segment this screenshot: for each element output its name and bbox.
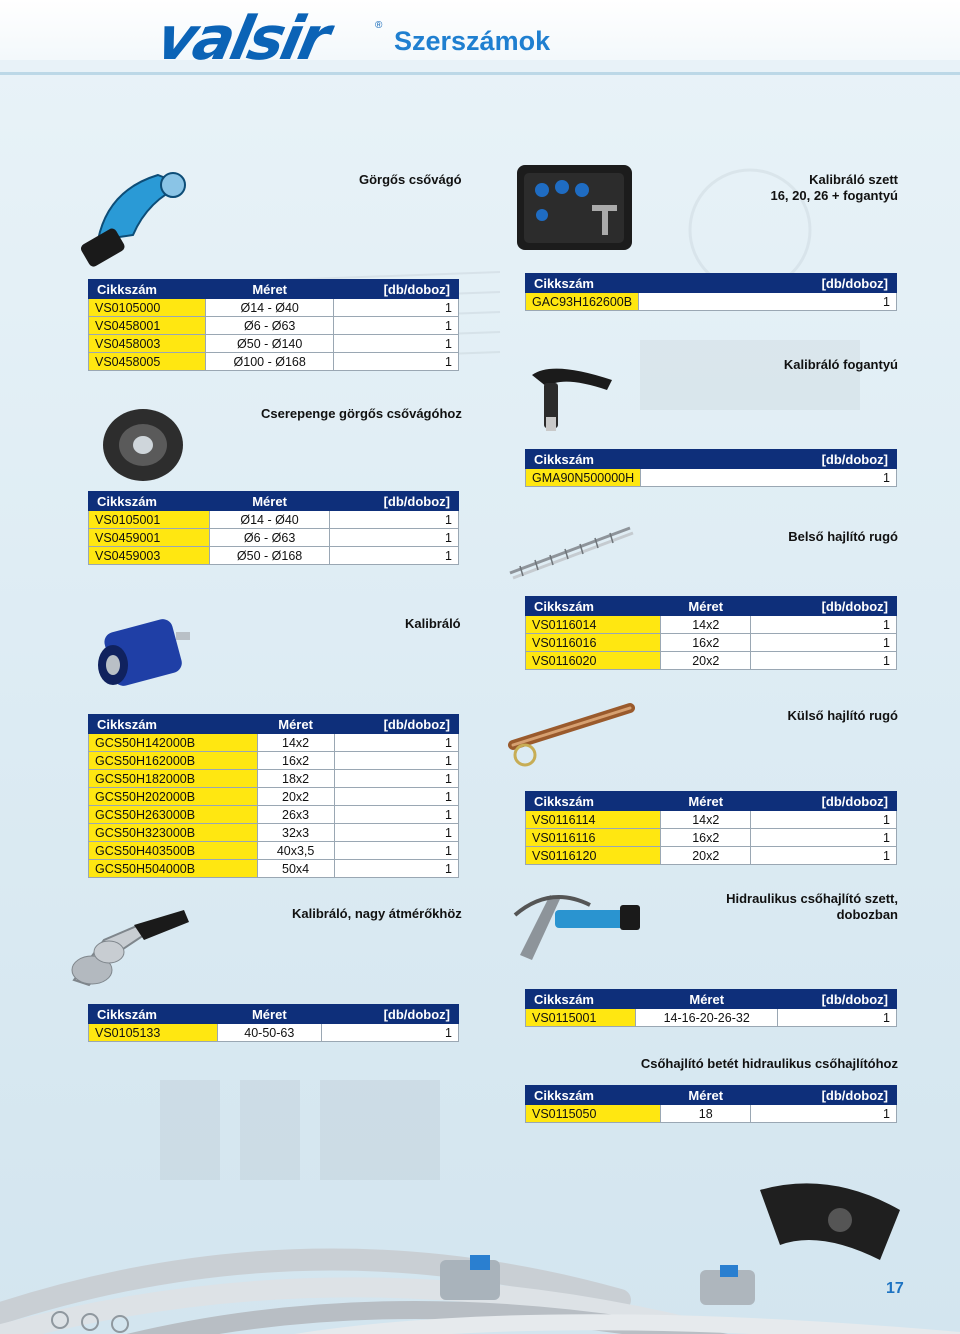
table-row <box>89 1024 459 1042</box>
table-pipe-cutter <box>88 279 459 371</box>
product-title-bender-insert: Csőhajlító betét hidraulikus csőhajlítóhoz <box>640 1056 898 1071</box>
cell-size: 16x2 <box>661 829 751 847</box>
product-title-replacement-blade: Cserepenge görgős csővágóhoz <box>261 406 462 421</box>
cell-size: 32x3 <box>257 824 334 842</box>
col-header-size: Méret <box>661 597 751 616</box>
section-title: Szerszámok <box>394 26 551 56</box>
cell-code: GCS50H263000B <box>89 806 258 824</box>
table-replacement-blade <box>88 491 459 565</box>
product-title-calibrator-handle: Kalibráló fogantyú <box>783 357 898 372</box>
cell-qty: 1 <box>751 829 897 847</box>
col-header-size: Méret <box>661 1086 751 1105</box>
cell-code: VS0116016 <box>526 634 661 652</box>
valsir-logo: valsir <box>150 4 334 74</box>
table-row <box>89 734 459 752</box>
cell-size: Ø6 - Ø63 <box>209 529 330 547</box>
table-row <box>89 511 459 529</box>
col-header-qty: [db/doboz] <box>751 1086 897 1105</box>
product-title-pipe-cutter: Görgős csővágó <box>359 172 462 187</box>
cell-code: VS0115001 <box>526 1009 636 1027</box>
col-header-size: Méret <box>206 280 334 299</box>
cell-size: 26x3 <box>257 806 334 824</box>
cell-size: 16x2 <box>257 752 334 770</box>
col-header-code: Cikkszám <box>526 274 639 293</box>
cell-size: 14x2 <box>257 734 334 752</box>
cell-qty: 1 <box>751 811 897 829</box>
cell-qty: 1 <box>334 752 458 770</box>
header-divider <box>0 72 960 75</box>
col-header-size: Méret <box>257 715 334 734</box>
title-line: 16, 20, 26 + fogantyú <box>770 188 898 203</box>
table-calibrator-handle <box>525 449 897 487</box>
cell-qty: 1 <box>334 806 458 824</box>
cell-qty: 1 <box>639 293 897 311</box>
col-header-qty: [db/doboz] <box>334 715 458 734</box>
cell-code: GAC93H162600B <box>526 293 639 311</box>
table-calibrator-set <box>525 273 897 311</box>
cell-qty: 1 <box>751 847 897 865</box>
cell-qty: 1 <box>334 335 459 353</box>
title-line: Hidraulikus csőhajlító szett, <box>726 891 898 906</box>
cell-size: 18x2 <box>257 770 334 788</box>
col-header-qty: [db/doboz] <box>334 280 459 299</box>
table-row <box>89 788 459 806</box>
table-row <box>526 1009 897 1027</box>
cell-qty: 1 <box>334 299 459 317</box>
calibrator-illustration <box>88 610 198 690</box>
cell-qty: 1 <box>334 824 458 842</box>
cell-size: Ø6 - Ø63 <box>206 317 334 335</box>
cell-size: Ø50 - Ø168 <box>209 547 330 565</box>
cell-qty: 1 <box>751 652 897 670</box>
pipe-cutter-illustration <box>78 160 198 270</box>
table-row <box>89 299 459 317</box>
cell-code: VS0116114 <box>526 811 661 829</box>
cell-code: VS0116014 <box>526 616 661 634</box>
cell-size: 20x2 <box>661 847 751 865</box>
cell-size: 18 <box>661 1105 751 1123</box>
table-row <box>526 829 897 847</box>
cell-code: VS0116120 <box>526 847 661 865</box>
col-header-size: Méret <box>209 492 330 511</box>
pipes-and-fittings-photo <box>0 1150 960 1334</box>
col-header-qty: [db/doboz] <box>639 274 897 293</box>
col-header-code: Cikkszám <box>526 597 661 616</box>
table-row <box>89 335 459 353</box>
cell-code: VS0105000 <box>89 299 206 317</box>
cell-qty: 1 <box>334 860 458 878</box>
col-header-size: Méret <box>636 990 778 1009</box>
cell-code: VS0105133 <box>89 1024 218 1042</box>
cell-code: VS0459001 <box>89 529 210 547</box>
col-header-size: Méret <box>661 792 751 811</box>
table-row <box>89 317 459 335</box>
col-header-code: Cikkszám <box>89 280 206 299</box>
table-row <box>526 634 897 652</box>
cell-size: Ø50 - Ø140 <box>206 335 334 353</box>
table-row <box>89 752 459 770</box>
table-large-calibrator <box>88 1004 459 1042</box>
table-row <box>526 469 897 487</box>
cell-code: GMA90N500000H <box>526 469 641 487</box>
product-title-calibrator: Kalibráló <box>405 616 461 631</box>
cell-size: 20x2 <box>661 652 751 670</box>
cell-size: Ø14 - Ø40 <box>206 299 334 317</box>
col-header-code: Cikkszám <box>526 450 641 469</box>
table-row <box>89 824 459 842</box>
col-header-code: Cikkszám <box>89 1005 218 1024</box>
title-line: Kalibráló szett <box>809 172 898 187</box>
cell-qty: 1 <box>330 529 459 547</box>
table-row <box>89 860 459 878</box>
table-row <box>526 811 897 829</box>
cell-size: 14x2 <box>661 811 751 829</box>
cell-qty: 1 <box>334 788 458 806</box>
cell-qty: 1 <box>751 616 897 634</box>
cell-code: VS0458003 <box>89 335 206 353</box>
cell-size: 40x3,5 <box>257 842 334 860</box>
table-internal-spring <box>525 596 897 670</box>
table-row <box>89 770 459 788</box>
cell-code: VS0105001 <box>89 511 210 529</box>
cell-code: VS0458005 <box>89 353 206 371</box>
cell-qty: 1 <box>334 734 458 752</box>
cell-qty: 1 <box>334 770 458 788</box>
cell-qty: 1 <box>751 634 897 652</box>
cell-qty: 1 <box>751 1105 897 1123</box>
cell-qty: 1 <box>330 511 459 529</box>
table-row <box>89 547 459 565</box>
external-bending-spring-illustration <box>505 700 635 775</box>
registered-mark: ® <box>375 20 383 31</box>
cutter-wheel-illustration <box>98 400 188 485</box>
cell-code: GCS50H162000B <box>89 752 258 770</box>
table-row <box>526 616 897 634</box>
internal-bending-spring-illustration <box>505 518 635 583</box>
cell-qty: 1 <box>334 353 459 371</box>
col-header-size: Méret <box>217 1005 321 1024</box>
product-title-hydraulic-bender <box>700 891 898 923</box>
cell-size: 50x4 <box>257 860 334 878</box>
col-header-qty: [db/doboz] <box>641 450 897 469</box>
table-row <box>526 293 897 311</box>
cell-qty: 1 <box>777 1009 896 1027</box>
table-calibrator <box>88 714 459 878</box>
table-row <box>526 1105 897 1123</box>
cell-code: VS0115050 <box>526 1105 661 1123</box>
cell-code: GCS50H323000B <box>89 824 258 842</box>
cell-code: GCS50H182000B <box>89 770 258 788</box>
cell-qty: 1 <box>330 547 459 565</box>
cell-code: GCS50H504000B <box>89 860 258 878</box>
cell-code: VS0116020 <box>526 652 661 670</box>
hydraulic-pipe-bender-illustration <box>510 885 645 970</box>
calibrator-handle-illustration <box>522 355 622 435</box>
cell-size: 20x2 <box>257 788 334 806</box>
cell-qty: 1 <box>334 317 459 335</box>
table-row <box>89 806 459 824</box>
cell-qty: 1 <box>334 842 458 860</box>
col-header-code: Cikkszám <box>89 715 258 734</box>
table-bender-insert <box>525 1085 897 1123</box>
table-row <box>89 842 459 860</box>
product-title-large-calibrator: Kalibráló, nagy átmérőkhöz <box>292 906 462 921</box>
table-hydraulic-bender <box>525 989 897 1027</box>
page-number: 17 <box>886 1280 904 1297</box>
table-row <box>526 847 897 865</box>
product-title-internal-spring: Belső hajlító rugó <box>788 529 898 544</box>
col-header-code: Cikkszám <box>526 990 636 1009</box>
cell-size: Ø100 - Ø168 <box>206 353 334 371</box>
cell-size: Ø14 - Ø40 <box>209 511 330 529</box>
col-header-code: Cikkszám <box>526 1086 661 1105</box>
cell-size: 14x2 <box>661 616 751 634</box>
col-header-qty: [db/doboz] <box>777 990 896 1009</box>
cell-qty: 1 <box>641 469 897 487</box>
col-header-qty: [db/doboz] <box>330 492 459 511</box>
col-header-qty: [db/doboz] <box>751 597 897 616</box>
col-header-code: Cikkszám <box>526 792 661 811</box>
large-calibrator-illustration <box>64 900 194 995</box>
product-title-calibrator-set <box>700 172 898 204</box>
cell-qty: 1 <box>321 1024 458 1042</box>
table-row <box>89 353 459 371</box>
cell-code: GCS50H202000B <box>89 788 258 806</box>
cell-size: 14-16-20-26-32 <box>636 1009 778 1027</box>
cell-size: 16x2 <box>661 634 751 652</box>
col-header-qty: [db/doboz] <box>751 792 897 811</box>
table-row <box>89 529 459 547</box>
col-header-qty: [db/doboz] <box>321 1005 458 1024</box>
cell-code: GCS50H142000B <box>89 734 258 752</box>
cell-size: 40-50-63 <box>217 1024 321 1042</box>
cell-code: GCS50H403500B <box>89 842 258 860</box>
table-row <box>526 652 897 670</box>
cell-code: VS0116116 <box>526 829 661 847</box>
col-header-code: Cikkszám <box>89 492 210 511</box>
title-line: dobozban <box>836 907 898 922</box>
table-external-spring <box>525 791 897 865</box>
product-title-external-spring: Külső hajlító rugó <box>787 708 898 723</box>
calibrator-set-case-illustration <box>512 155 637 255</box>
cell-code: VS0459003 <box>89 547 210 565</box>
cell-code: VS0458001 <box>89 317 206 335</box>
